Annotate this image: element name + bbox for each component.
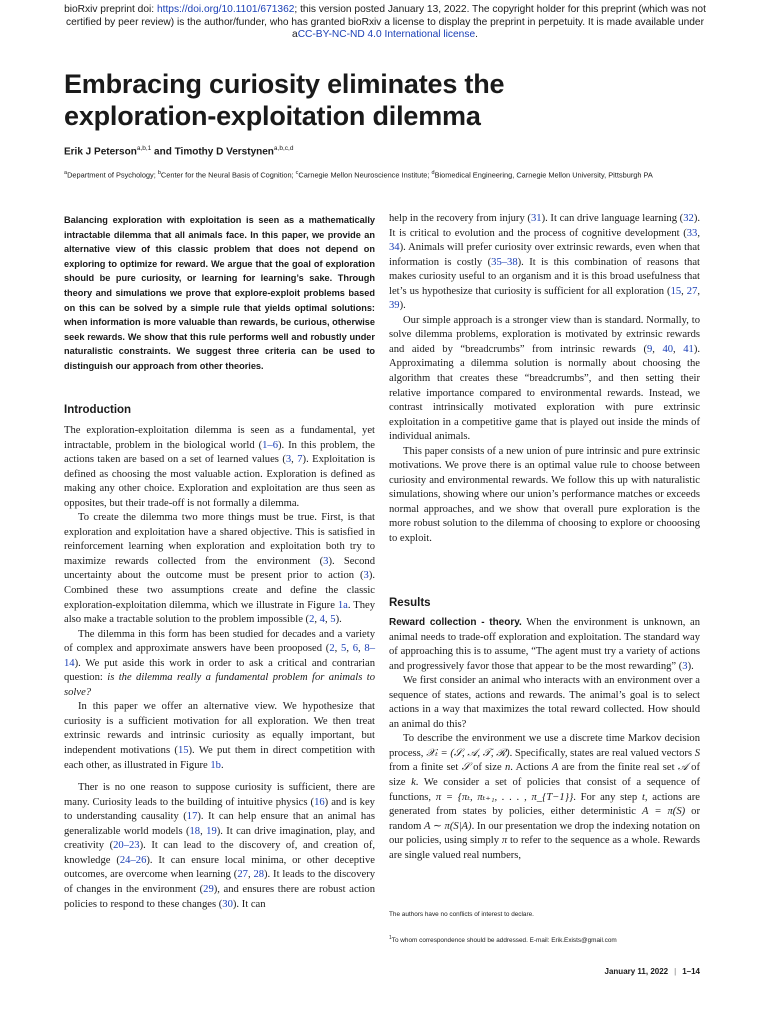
paragraph: The dilemma in this form has been studied for decades and a variety of complex and approximate answers have been prooposed (2, 5, 6, 8–14). We put aside this work in order to ask a critical and contrarian question: is the dilemma really a fundamental problem for animals to solve?: [64, 628, 376, 698]
paragraph: In this paper we offer an alternative view. We hypothesize that curiosity is a sufficient motivation for all exploration. We then treat extrinsic rewards and intrinsic curiosity as equally important, but independent motivations (15). We put them in direct competition with each other, as illustrated in Figure 1b.: [64, 701, 376, 771]
citation-link[interactable]: 5: [341, 643, 347, 655]
affiliation-marker: d: [431, 170, 435, 176]
citation-link[interactable]: 3: [323, 555, 329, 567]
citation-link[interactable]: 2: [309, 614, 315, 626]
license-link[interactable]: CC-BY-NC-ND 4.0 International license: [297, 29, 476, 41]
citation-link[interactable]: 41: [683, 343, 694, 355]
citation-link[interactable]: 3: [682, 660, 688, 672]
citation-link[interactable]: 29: [203, 883, 214, 895]
citation-link[interactable]: 19: [206, 825, 217, 837]
notice-text: .: [475, 29, 478, 41]
results-body: [389, 616, 700, 863]
citation-link[interactable]: 4: [319, 614, 325, 626]
affiliation-marker: b: [157, 170, 161, 176]
citation-link[interactable]: 35–38: [491, 256, 518, 268]
title-line: Embracing curiosity eliminates the: [64, 69, 505, 99]
citation-link[interactable]: 33: [686, 227, 698, 239]
paragraph: Ther is no one reason to suppose curiosity is sufficient, there are many. Curiosity leads to the building of intuitive physics (16) and is key to understanding causality (17). It can help ensure that an animal has generalizable world models (18, 19). It can drive imagination, play, and creativity (20–23). It can lead to the discovery of, and creation of, knowledge (24–26). It can ensure local minima, or other deceptive outcomes, are overcome when learning (27, 28). It leads to the discovery of changes in the environment (29), and ensures there are robust action policies to respond to these changes (30). It can: [64, 782, 376, 910]
preprint-notice: [60, 4, 710, 42]
paragraph: The exploration-exploitation dilemma is seen as a fundamental, yet intractable, problem in the biological world (1–6). In this problem, the actions taken are based on a set of learned values (3, 7). Exploitation is defined as choosing the most valuable action. Exploration is defined as making any other choice. Exploration and exploitation are thus seen as opposites, but their trade-off is not formally a dilemma.: [64, 425, 376, 509]
citation-link[interactable]: 17: [186, 811, 198, 823]
subsection-heading: Reward collection - theory.: [389, 617, 522, 628]
affiliation: Department of Psychology;: [67, 170, 158, 180]
citation-link[interactable]: 7: [297, 454, 303, 466]
notice-text: ; this version posted January 13, 2022. The copyright holder for this preprint (which was not: [294, 4, 706, 15]
citation-link[interactable]: 40: [662, 343, 674, 355]
paper-title: [64, 68, 704, 132]
author-list: [64, 145, 293, 157]
citation-link[interactable]: 9: [646, 343, 653, 355]
notice-text: a: [292, 29, 298, 41]
citation-link[interactable]: 2: [329, 643, 335, 655]
paragraph: Our simple approach is a stronger view than is standard. Normally, to solve dilemma problems, exploration is motivated by extrinsic rewards and aided by “breadcrumbs” from intrinsic rewards (9, 40, 41). Approximating a dilemma solution is normally about choosing the algorithm that creates these “breadcrumbs”, and then setting their relative importance compared to environmental rewards. Instead, we contrast intrinsically motivated exploration with pure extrinsic exploitation in a competitive game that is played out inside the minds of individual animals.: [389, 314, 700, 443]
citation-link[interactable]: 8–14: [64, 643, 376, 669]
introduction-body: [64, 424, 375, 912]
correspondence-note: $^1$To whom correspondence should be addressed. E-mail: Erik.Exists@gmail.com: [389, 935, 617, 945]
affiliation: Center for the Neural Basis of Cognition;: [160, 170, 296, 180]
citation-link[interactable]: 32: [683, 213, 694, 224]
math: 𝒳ₜ = (𝒮, 𝒜, 𝒯, ℛ): [426, 747, 510, 759]
citation-link[interactable]: 20–23: [113, 840, 140, 852]
math: k: [411, 777, 416, 789]
citation-link[interactable]: 31: [530, 213, 542, 224]
footer-date: January 11, 2022: [604, 967, 669, 976]
math: A ∼ π(S|A): [424, 820, 472, 832]
math: π = {πₜ, πₜ₊₁, . . . , π_{T−1}}: [435, 791, 574, 803]
citation-link[interactable]: 24–26: [119, 854, 147, 866]
section-heading-results: Results: [389, 597, 431, 609]
math: A: [551, 762, 559, 774]
citation-link[interactable]: 18: [189, 825, 201, 837]
paragraph: help in the recovery from injury (31). It can drive language learning (32). It is critical to evolution and the process of cognitive development (33, 34). Animals will prefer curiosity over extrinsic rewards, even when that information is costly (35–38). It is this combination of reasons that makes curiosity useful to an organism and it is this broad usefulness that let’s us hypothesize that curiosity is sufficient for all exploration (15, 27, 39).: [389, 213, 701, 312]
author-name: Timothy D Verstynen: [174, 146, 274, 158]
footer-separator: |: [674, 967, 677, 976]
author-conjunction: and: [151, 146, 175, 158]
doi-link[interactable]: https://doi.org/10.1101/671362: [156, 4, 295, 15]
citation-link[interactable]: 30: [222, 898, 233, 910]
math: n: [504, 762, 511, 774]
math: S: [694, 747, 700, 759]
citation-link[interactable]: 28: [253, 869, 265, 881]
citation-link[interactable]: 39: [389, 300, 400, 312]
introduction-body-continued: [389, 212, 700, 547]
notice-text: certified by peer review) is the author/funder, who has granted bioRxiv a license to display the preprint in perpetuity. It is made available under: [65, 16, 704, 28]
author-affiliation-marker: a,b,1: [136, 145, 152, 152]
math: A = π(S): [642, 806, 686, 818]
citation-link[interactable]: 5: [330, 614, 336, 626]
figure-link[interactable]: 1a: [337, 599, 348, 611]
footnote-marker: 1: [389, 935, 392, 941]
affiliations: [64, 168, 704, 181]
notice-text: bioRxiv preprint doi:: [64, 4, 157, 15]
math: 𝒜: [677, 762, 688, 774]
paragraph: This paper consists of a new union of pure intrinsic and pure extrinsic motivations. We prove there is an optimal value rule to choose between curiosity and environmental rewards. We follow this up with naturalistic simulations, showing where our union’s performance matches or exceeds normal approaches, and we show that overall pure exploration is the more robust solution to the dilemma of choosing to explore or chooosing to exploit.: [389, 445, 700, 545]
citation-link[interactable]: 3: [285, 454, 292, 466]
paragraph: To create the dilemma two more things must be true. First, is that exploration and exploitation have a shared objective. This is satisfied in reinforcement learning when exploration and exploitation both try to maximize rewards collected from the environment (3). Second uncertainty about the outcome must be present prior to action (3). Combined these two assumptions create and define the classic exploration-exploitation dilemma, which we illustrate in Figure 1a. They also make a tractable solution to the problem impossible (2, 4, 5).: [64, 512, 376, 626]
citation-link[interactable]: 15: [670, 285, 682, 297]
section-heading-introduction: Introduction: [64, 404, 132, 416]
abstract: Balancing exploration with exploitation is seen as a mathematically intractable dilemma that all animals face. In this paper, we provide an alternative view of this classic problem that does not depend on exploring to optimize for reward. We argue that the goal of exploration should be pure curiosity, or learning for learning’s sake. Through theory and simulations we prove that explore-exploit problems based on this can be solved by a simple rule that yields optimal solutions: when information is more valuable than rewards, be curious, otherwise seek rewards. We show that this rule performs well and robustly under naturalistic constraints. We suggest three criteria can be used to distinguish our approach from other theories.: [64, 215, 375, 371]
math: π: [501, 835, 508, 847]
page-footer: [560, 967, 700, 976]
paragraph: To describe the environment we use a discrete time Markov decision process, 𝒳ₜ = (𝒮, 𝒜, 𝒯, ℛ). Specifically, states are real valued vectors S from a finite set 𝒮 of size n. Actions A are from the finite real set 𝒜 of size k. We consider a set of policies that consist of a sequence of functions, π = {πₜ, πₜ₊₁, . . . , π_{T−1}}. For any step t, actions are generated from states by policies, either deterministic A = π(S) or random A ∼ π(S|A). In our presentation we drop the indexing notation on our policies, using simply π to refer to the sequence as a whole. Rewards are single valued real numbers,: [389, 733, 700, 861]
footnotes: [389, 910, 700, 946]
citation-link[interactable]: 1–6: [262, 439, 279, 451]
research-question: is the dilemma really a fundamental problem for animals to solve?: [64, 672, 375, 698]
citation-link[interactable]: 6: [352, 643, 359, 655]
math: t: [641, 791, 645, 803]
affiliation: Carnegie Mellon Neuroscience Institute;: [298, 170, 432, 180]
paragraph: Reward collection - theory. When the environment is unknown, an animal needs to trade-off exploration and exploitation. The standard way of approaching this is to assume, “The agent must try a variety of actions and progressively favor those that appear to be the most rewarding” (3).: [389, 617, 701, 672]
affiliation: Biomedical Engineering, Carnegie Mellon University, Pittsburgh PA: [434, 170, 653, 180]
citation-link[interactable]: 27: [237, 869, 248, 881]
citation-link[interactable]: 34: [389, 242, 400, 254]
citation-link[interactable]: 15: [177, 745, 189, 757]
figure-link[interactable]: 1b: [210, 759, 221, 771]
conflict-statement: The authors have no conflicts of interest to declare.: [389, 911, 534, 918]
citation-link[interactable]: 27: [686, 285, 698, 297]
affiliation-marker: c: [295, 170, 299, 176]
author-name: Erik J Peterson: [64, 146, 137, 158]
author-affiliation-marker: a,b,c,d: [273, 145, 294, 152]
affiliation-marker: a: [64, 170, 68, 176]
math: 𝒮: [461, 762, 470, 774]
page-range: 1–14: [682, 967, 700, 976]
citation-link[interactable]: 16: [314, 796, 325, 808]
citation-link[interactable]: 3: [363, 570, 369, 582]
title-line: exploration-exploitation dilemma: [64, 101, 481, 131]
paragraph: We first consider an animal who interacts with an environment over a sequence of states, actions and rewards. The animal’s goal is to select actions in a way that maximizes the total reward collected. How should an animal do this?: [389, 675, 700, 730]
